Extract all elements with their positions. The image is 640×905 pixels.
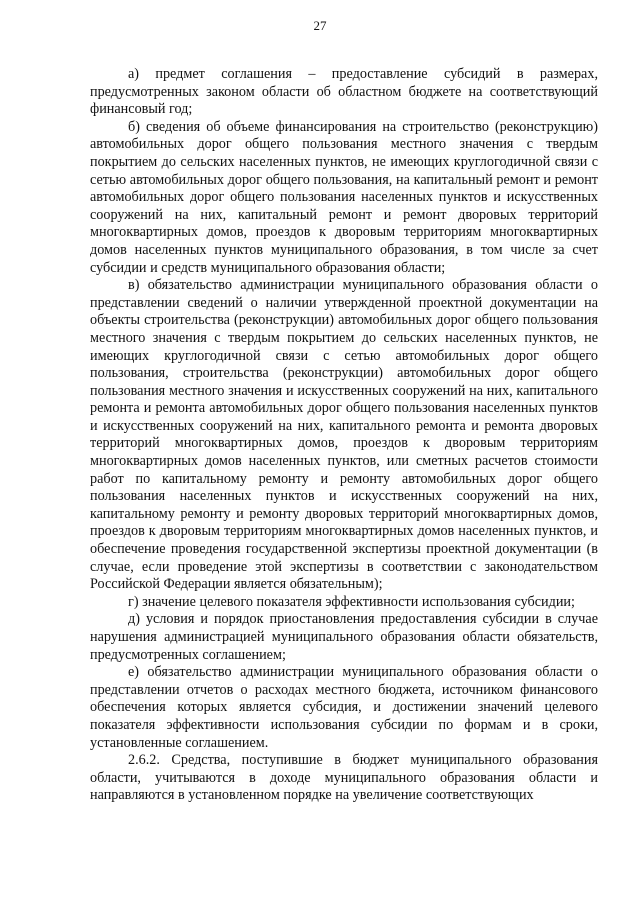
page-number: 27 (313, 18, 327, 33)
paragraph-d-suspension-conditions: д) условия и порядок приостановления предоставления субсидии в случае нарушения администрацией муниципального образования области обязательств, предусмотренных соглашением; (90, 611, 598, 663)
paragraph-g-target-indicator: г) значение целевого показателя эффективности использования субсидии; (128, 593, 575, 610)
paragraph-e-reporting-obligation: е) обязательство администрации муниципального образования области о представлении отчетов о расходах местного бюджета, источником финансового обеспечения которых является субсидия, и достижении значений целевого показателя эффективности использования субсидии по формам и в сроки, установленные соглашением. (90, 664, 598, 751)
paragraph-a-agreement-subject: а) предмет соглашения – предоставление субсидий в размерах, предусмотренных законом области об областном бюджете на соответствующий финансовый год; (90, 66, 598, 118)
document-body (90, 66, 598, 805)
paragraph-v-design-documentation: в) обязательство администрации муниципального образования области о представлении сведений о наличии утвержденной проектной документации на объекты строительства (реконструкции) автомобильных дорог общего пользования местного значения с твердым покрытием до сельских населенных пунктов, не имеющих круглогодичной связи с сетью автомобильных дорог общего пользования, строительства (реконструкции) автомобильных дорог общего пользования местного значения и искусственных сооружений на них, капитального ремонта и ремонта автомобильных дорог общего пользования населенных пунктов и искусственных сооружений на них, капитального ремонта и ремонта дворовых территорий многоквартирных домов, проездов к дворовым территориям многоквартирных домов населенных пунктов, или сметных расчетов стоимости работ по капитальному ремонту и ремонту автомобильных дорог общего пользования населенных пунктов и искусственных сооружений на них, капитальному ремонту и ремонту дворовых территорий многоквартирных домов, проездов к дворовым территориям многоквартирных домов населенных пунктов, и обеспечение проведения государственной экспертизы проектной документации (в случае, если проведение этой экспертизы в соответствии с законодательством Российской Федерации является обязательным); (90, 277, 598, 593)
paragraph-b-financing-info: б) сведения об объеме финансирования на строительство (реконструкцию) автомобильных дорог общего пользования местного значения с твердым покрытием до сельских населенных пунктов, не имеющих круглогодичной связи с сетью автомобильных дорог общего пользования, на капитальный ремонт и ремонт автомобильных дорог общего пользования населенных пунктов и искусственных сооружений на них, капитальный ремонт и ремонт дворовых территорий многоквартирных домов, проездов к дворовым территориям многоквартирных домов населенных пунктов муниципального образования, в том числе за счет субсидии и средств муниципального образования области; (90, 118, 598, 276)
paragraph-2-6-2-funds: 2.6.2. Средства, поступившие в бюджет муниципального образования области, учитываются в доходе муниципального образования области и направляются в установленном порядке на увеличение соответствующих (90, 752, 598, 804)
